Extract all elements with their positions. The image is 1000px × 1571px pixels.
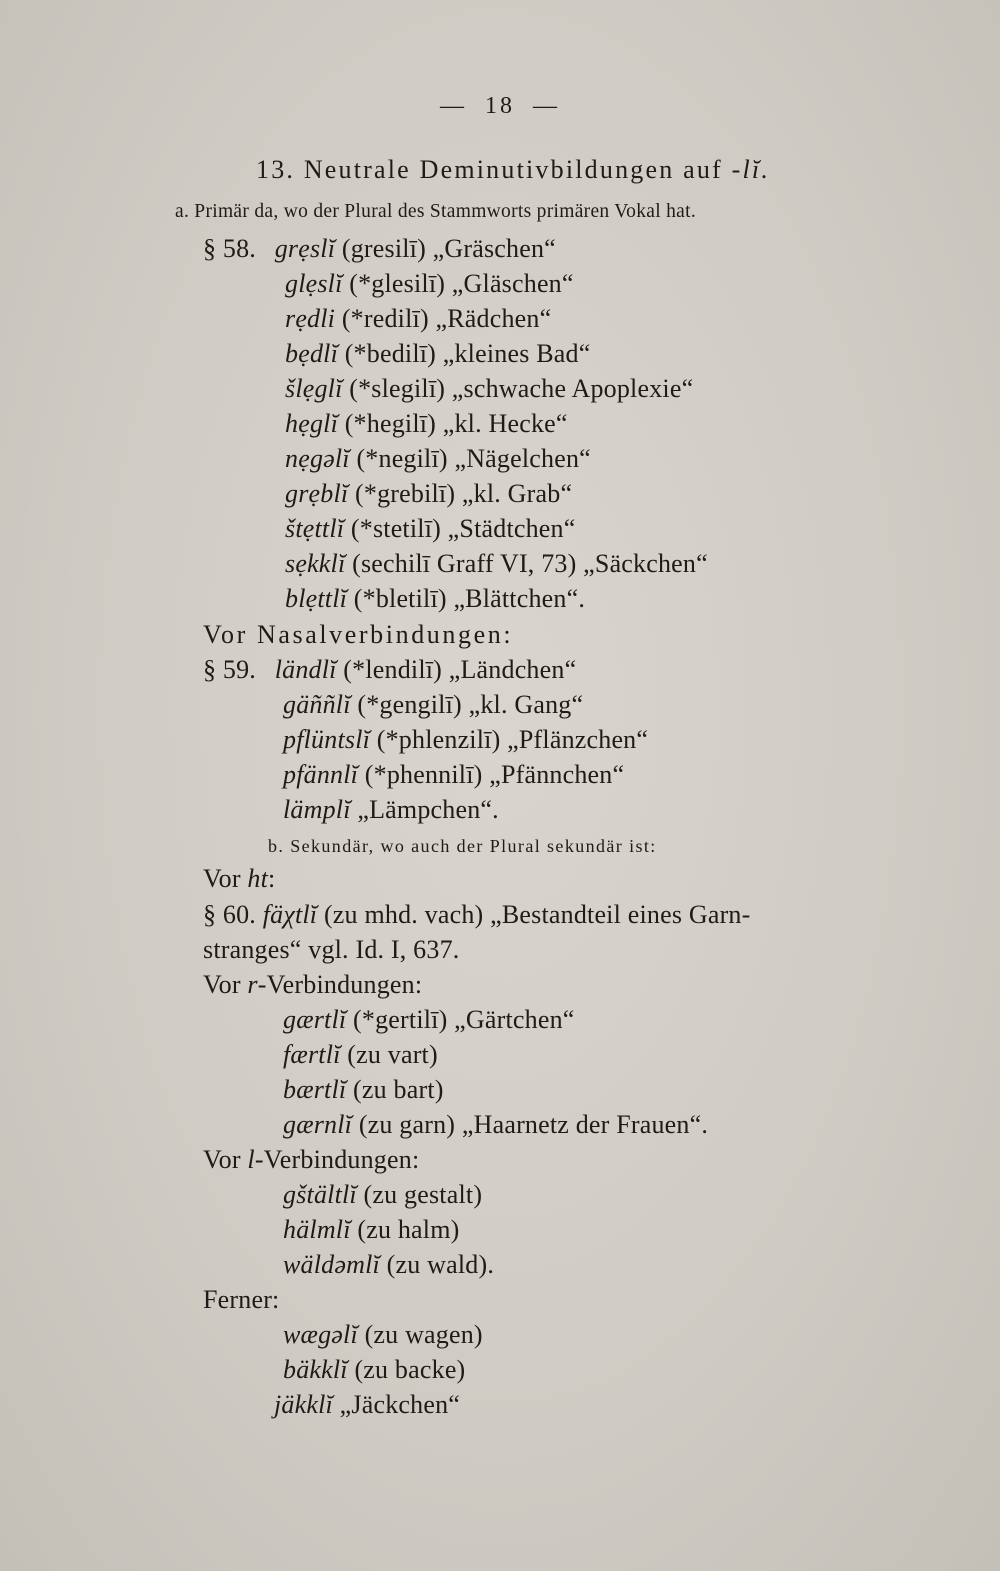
dialect-word: sẹkklĭ (285, 549, 346, 578)
dialect-word: wäldəmlĭ (283, 1250, 380, 1279)
dialect-word: ländlĭ (274, 655, 337, 684)
paragraph-marker: § 60. (203, 900, 256, 929)
entry-line (203, 236, 556, 262)
group-heading-pre: Vor (203, 970, 241, 999)
group-heading: Vor Nasalverbindungen: (203, 620, 514, 649)
dialect-word: pfännlĭ (283, 760, 359, 789)
entry-line (285, 481, 572, 507)
entry-line (283, 1357, 465, 1383)
entry-line (203, 657, 576, 683)
entry-line (283, 727, 648, 753)
group-heading-word: ht (247, 864, 269, 893)
page-number-value: 18 (485, 93, 515, 119)
entry-line (283, 797, 499, 823)
section-number: 13. (256, 155, 296, 184)
dialect-word: lämplĭ (283, 795, 351, 824)
entry-line (285, 376, 693, 402)
paragraph-marker: § 59. (203, 655, 256, 684)
dialect-word: štẹttlĭ (285, 514, 345, 543)
entry-gloss: (*glesilī) „Gläschen“ (349, 269, 574, 298)
dialect-word: grẹslĭ (274, 234, 336, 263)
entry-line (274, 1392, 460, 1418)
entry-gloss: (zu gestalt) (363, 1180, 483, 1209)
entry-line (285, 446, 591, 472)
dialect-word: gštältlĭ (283, 1180, 357, 1209)
entry-gloss: (gresilī) „Gräschen“ (341, 234, 556, 263)
entry-gloss: (*bletilī) „Blättchen“. (353, 584, 586, 613)
dialect-word: blẹttlĭ (285, 584, 348, 613)
dialect-word: gærnlĭ (283, 1110, 353, 1139)
entry-line (285, 306, 551, 332)
group-heading-post: -Verbindungen: (257, 970, 423, 999)
entry-gloss: (zu wagen) (364, 1320, 483, 1349)
entry-line (283, 1112, 708, 1138)
entry-line (283, 1252, 494, 1278)
dialect-word: gäññlĭ (283, 690, 351, 719)
dialect-word: šlẹglĭ (285, 374, 343, 403)
entry-gloss: (*stetilī) „Städtchen“ (350, 514, 576, 543)
dialect-word: hälmlĭ (283, 1215, 351, 1244)
dialect-word: glẹslĭ (285, 269, 343, 298)
entry-line (283, 1182, 482, 1208)
entry-gloss: (*redilī) „Rädchen“ (341, 304, 552, 333)
dialect-word: nẹgəlĭ (285, 444, 350, 473)
entry-gloss: „Lämpchen“. (357, 795, 499, 824)
entry-gloss: (*gengilī) „kl. Gang“ (357, 690, 584, 719)
entry-gloss: (*lendilī) „Ländchen“ (343, 655, 577, 684)
group-heading-pre: Vor (203, 1145, 241, 1174)
entry-gloss: (*slegilī) „schwache Apoplexie“ (349, 374, 694, 403)
entry-gloss: (zu garn) „Haarnetz der Frauen“. (358, 1110, 709, 1139)
subsection-a-heading: a. Primär da, wo der Plural des Stammworts primären Vokal hat. (175, 201, 696, 222)
page-number-dash-right: — (533, 93, 560, 119)
group-heading-pre: Vor (203, 864, 241, 893)
section-title (256, 157, 770, 183)
group-heading: Ferner: (203, 1285, 280, 1314)
subsection-b-heading: b. Sekundär, wo auch der Plural sekundär ist: (268, 836, 657, 856)
entry-line (285, 551, 708, 577)
entry-gloss: (zu wald). (386, 1250, 495, 1279)
entry-gloss: (sechilī Graff VI, 73) „Säckchen“ (352, 549, 708, 578)
entry-gloss: (*hegilī) „kl. Hecke“ (344, 409, 568, 438)
entry-line (283, 1042, 438, 1068)
dialect-word: bäkklĭ (283, 1355, 348, 1384)
page-number-dash-left: — (440, 93, 467, 119)
dialect-word: færtlĭ (283, 1040, 341, 1069)
group-heading (203, 972, 422, 998)
entry-line (283, 692, 583, 718)
dialect-word: hẹglĭ (285, 409, 338, 438)
entry-line (283, 1007, 575, 1033)
dialect-word: grẹblĭ (285, 479, 349, 508)
entry-gloss: „Jäckchen“ (339, 1390, 461, 1419)
entry-gloss: (*phlenzilī) „Pflänzchen“ (376, 725, 649, 754)
entry-gloss: (*grebilī) „kl. Grab“ (355, 479, 573, 508)
entry-gloss: (*phennilī) „Pfännchen“ (364, 760, 625, 789)
paragraph-marker: § 58. (203, 234, 256, 263)
group-heading (203, 1147, 419, 1173)
entry-line (283, 762, 624, 788)
entry-line (283, 1077, 444, 1103)
group-heading-post: -Verbindungen: (254, 1145, 420, 1174)
dialect-word: jäkklĭ (274, 1390, 333, 1419)
dialect-word: fäχtlĭ (262, 900, 318, 929)
group-heading-word: r (247, 970, 258, 999)
entry-line (285, 411, 568, 437)
entry-gloss: (zu mhd. vach) „Bestandteil eines Garn- (323, 900, 751, 929)
entry-gloss: (zu backe) (354, 1355, 466, 1384)
group-heading-word: l (247, 1145, 255, 1174)
entry-gloss: (*negilī) „Nägelchen“ (356, 444, 591, 473)
entry-line (285, 341, 590, 367)
entry-line (283, 1322, 483, 1348)
entry-line (285, 516, 576, 542)
dialect-word: rẹdli (285, 304, 336, 333)
dialect-word: gærtlĭ (283, 1005, 347, 1034)
page-number (0, 94, 1000, 118)
entry-line (285, 271, 574, 297)
entry-line (283, 1217, 460, 1243)
entry-gloss: (zu vart) (347, 1040, 438, 1069)
entry-line (203, 902, 750, 928)
entry-continuation: stranges“ vgl. Id. I, 637. (203, 935, 460, 964)
entry-gloss: (*bedilī) „kleines Bad“ (344, 339, 591, 368)
dialect-word: bærtlĭ (283, 1075, 347, 1104)
dialect-word: bẹdlĭ (285, 339, 338, 368)
entry-gloss: (zu halm) (357, 1215, 460, 1244)
section-title-suffix: -lĭ. (731, 155, 771, 184)
section-title-text: Neutrale Deminutivbildungen auf (303, 155, 723, 184)
entry-line (285, 586, 585, 612)
group-heading (203, 866, 275, 892)
entry-gloss: (*gertilī) „Gärtchen“ (353, 1005, 575, 1034)
dialect-word: pflüntslĭ (283, 725, 371, 754)
group-heading-post: : (268, 864, 276, 893)
dialect-word: wægəlĭ (283, 1320, 358, 1349)
entry-gloss: (zu bart) (353, 1075, 444, 1104)
